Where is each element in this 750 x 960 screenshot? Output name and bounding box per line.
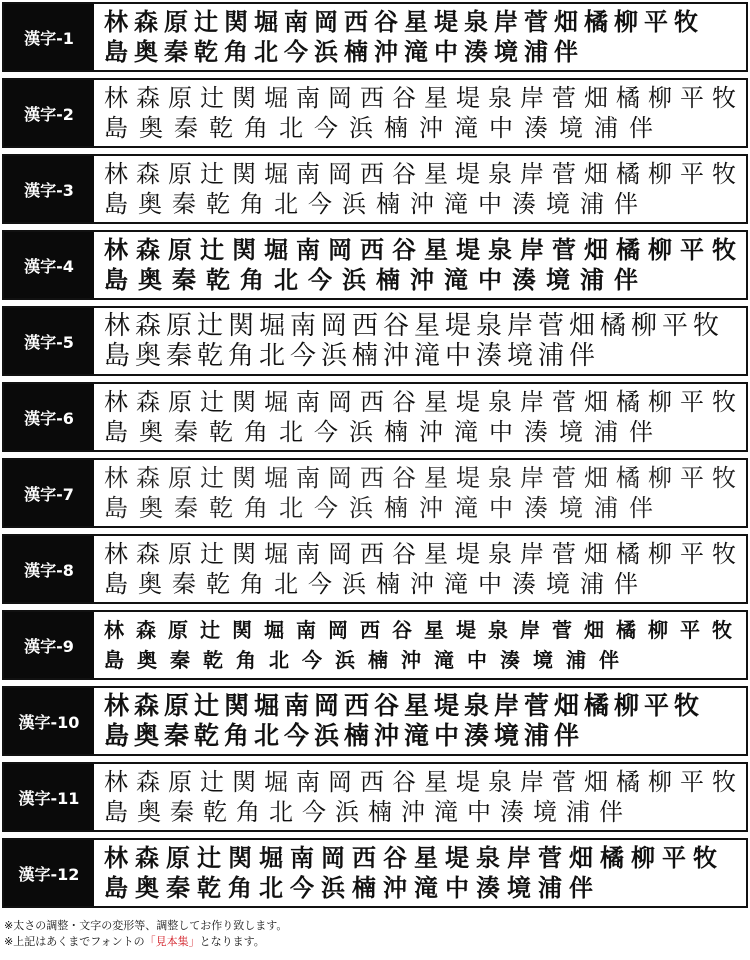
sample-text-line-1: 林森原辻関堀南岡西谷星堤泉岸菅畑橘柳平牧 xyxy=(104,7,704,36)
sample-text-line-2: 島奥秦乾角北今浜楠沖滝中湊境浦伴 xyxy=(104,494,664,522)
sample-text-line-2: 島奥秦乾角北今浜楠沖滝中湊境浦伴 xyxy=(104,114,664,142)
font-sample-glyphs xyxy=(94,232,746,298)
sample-text-line-2: 島奥秦乾角北今浜楠沖滝中湊境浦伴 xyxy=(104,570,648,598)
sample-text-line-2: 島奥秦乾角北今浜楠沖滝中湊境浦伴 xyxy=(104,341,601,371)
font-sample-label: 漢字-9 xyxy=(4,612,94,678)
font-sample-row-8 xyxy=(2,534,748,604)
sample-text-line-1: 林森原辻関堀南岡西谷星堤泉岸菅畑橘柳平牧 xyxy=(104,464,744,492)
font-sample-glyphs xyxy=(94,460,746,526)
font-sample-label: 漢字-10 xyxy=(4,688,94,754)
font-sample-row-9 xyxy=(2,610,748,680)
font-sample-label: 漢字-3 xyxy=(4,156,94,222)
note-highlight: 「見本集」 xyxy=(144,935,200,948)
sample-text-line-2: 島奥秦乾角北今浜楠沖滝中湊境浦伴 xyxy=(104,798,632,826)
font-sample-row-11 xyxy=(2,762,748,832)
font-sample-label: 漢字-5 xyxy=(4,308,94,374)
font-sample-sheet xyxy=(2,2,748,914)
sample-text-line-1: 林森原辻関堀南岡西谷星堤泉岸菅畑橘柳平牧 xyxy=(104,160,744,188)
font-sample-label: 漢字-6 xyxy=(4,384,94,450)
font-sample-glyphs xyxy=(94,308,746,374)
sample-text-line-2: 島奥秦乾角北今浜楠沖滝中湊境浦伴 xyxy=(104,190,648,218)
sample-text-line-1: 林森原辻関堀南岡西谷星堤泉岸菅畑橘柳平牧 xyxy=(104,768,744,796)
sample-text-line-2: 島奥秦乾角北今浜楠沖滝中湊境浦伴 xyxy=(104,37,584,66)
sample-text-line-2: 島奥秦乾角北今浜楠沖滝中湊境浦伴 xyxy=(104,418,664,446)
font-sample-glyphs xyxy=(94,764,746,830)
font-sample-row-12 xyxy=(2,838,748,908)
sample-text-line-1: 林森原辻関堀南岡西谷星堤泉岸菅畑橘柳平牧 xyxy=(104,540,744,568)
font-sample-row-1 xyxy=(2,2,748,72)
font-sample-row-5 xyxy=(2,306,748,376)
sample-text-line-2: 島奥秦乾角北今浜楠沖滝中湊境浦伴 xyxy=(104,266,648,294)
font-sample-glyphs xyxy=(94,688,746,754)
sample-text-line-2: 島奥秦乾角北今浜楠沖滝中湊境浦伴 xyxy=(104,648,632,672)
font-sample-label: 漢字-8 xyxy=(4,536,94,602)
sample-text-line-1: 林森原辻関堀南岡西谷星堤泉岸菅畑橘柳平牧 xyxy=(104,691,705,720)
font-sample-row-3 xyxy=(2,154,748,224)
font-sample-glyphs xyxy=(94,536,746,602)
sample-collection-note xyxy=(4,934,744,950)
font-sample-label: 漢字-4 xyxy=(4,232,94,298)
sample-text-line-1: 林森原辻関堀南岡西谷星堤泉岸菅畑橘柳平牧 xyxy=(104,84,744,112)
sample-text-line-2: 島奥秦乾角北今浜楠沖滝中湊境浦伴 xyxy=(104,873,600,902)
font-sample-glyphs xyxy=(94,4,746,70)
sample-text-line-2: 島奥秦乾角北今浜楠沖滝中湊境浦伴 xyxy=(104,721,585,750)
font-sample-label: 漢字-11 xyxy=(4,764,94,830)
font-sample-glyphs xyxy=(94,384,746,450)
sample-text-line-1: 林森原辻関堀南岡西谷星堤泉岸菅畑橘柳平牧 xyxy=(104,236,744,264)
sample-text-line-1: 林森原辻関堀南岡西谷星堤泉岸菅畑橘柳平牧 xyxy=(104,618,744,642)
font-sample-label: 漢字-2 xyxy=(4,80,94,146)
font-sample-glyphs xyxy=(94,156,746,222)
footer-notes xyxy=(4,918,744,950)
font-sample-row-4 xyxy=(2,230,748,300)
sample-text-line-1: 林森原辻関堀南岡西谷星堤泉岸菅畑橘柳平牧 xyxy=(104,843,724,872)
note-prefix: ※上記はあくまでフォントの xyxy=(4,935,145,948)
font-sample-label: 漢字-12 xyxy=(4,840,94,906)
sample-text-line-1: 林森原辻関堀南岡西谷星堤泉岸菅畑橘柳平牧 xyxy=(104,388,744,416)
font-sample-label: 漢字-1 xyxy=(4,4,94,70)
note-suffix: となります。 xyxy=(199,935,265,948)
font-sample-row-2 xyxy=(2,78,748,148)
font-sample-row-10 xyxy=(2,686,748,756)
font-sample-glyphs xyxy=(94,840,746,906)
sample-text-line-1: 林森原辻関堀南岡西谷星堤泉岸菅畑橘柳平牧 xyxy=(104,311,725,341)
font-sample-row-7 xyxy=(2,458,748,528)
font-sample-glyphs xyxy=(94,80,746,146)
font-sample-row-6 xyxy=(2,382,748,452)
font-sample-glyphs xyxy=(94,612,746,678)
font-sample-label: 漢字-7 xyxy=(4,460,94,526)
adjustment-note: ※太さの調整・文字の変形等、調整してお作り致します。 xyxy=(4,919,288,932)
